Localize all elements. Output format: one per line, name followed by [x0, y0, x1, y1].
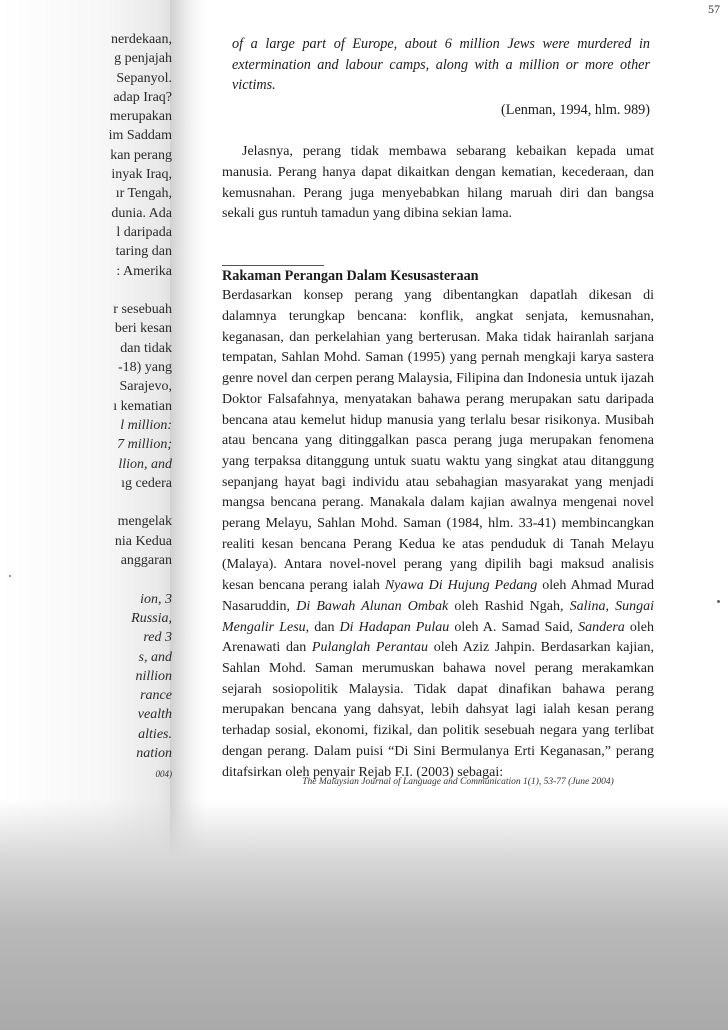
left-page-fragment: g penjajah [114, 51, 172, 67]
left-page-fragment: merupakan [109, 109, 172, 125]
left-page-fragment: nia Kedua [114, 533, 172, 549]
left-page-fragment [40, 570, 172, 589]
left-page-fragment: alties. [138, 726, 172, 742]
left-page-fragment [40, 493, 172, 512]
left-page-fragment: ır Tengah, [115, 186, 172, 202]
left-page-fragment: nation [136, 745, 172, 761]
left-page-fragment: -18) yang [117, 360, 172, 376]
left-page-fragment: s, and [138, 649, 172, 665]
left-page-fragment: vealth [137, 707, 172, 723]
novel-title: Pulanglah Perantau [311, 640, 429, 656]
left-page-fragment: inyak Iraq, [111, 167, 172, 183]
left-page-fragment: im Saddam [108, 128, 172, 144]
left-page-fragment: : Amerika [116, 263, 172, 279]
quote-text: of a large part of Europe, about 6 million Jews were murdered in extermination and labour camps, along with a million or more other victims. [232, 36, 650, 94]
left-page-fragment: Sepanyol. [116, 70, 172, 86]
left-page-fragment: nillion [135, 668, 172, 684]
left-page-fragment: r sesebuah [113, 302, 172, 318]
novel-title: Sandera [578, 619, 625, 635]
left-page-fragment: rance [140, 688, 172, 704]
novel-title: Di Hadapan Pulau [339, 619, 450, 635]
left-page-fragment: beri kesan [114, 321, 172, 337]
left-page-fragment: llion, and [118, 456, 172, 472]
section-heading: Rakaman Perangan Dalam Kesusasteraan [222, 267, 479, 284]
left-page-fragment: Russia, [131, 610, 172, 626]
left-page-fragment: adap Iraq? [113, 89, 172, 105]
scan-shadow [0, 800, 728, 1030]
left-page-fragment: taring dan [115, 244, 172, 260]
scan-speck [717, 600, 720, 603]
left-page-fragment: Sarajevo, [119, 379, 172, 395]
left-page-fragment: kan perang [110, 147, 172, 163]
left-page-fragment: l daripada [116, 224, 172, 240]
left-page-fragment: l million: [120, 417, 172, 433]
left-page-fragment: dan tidak [120, 340, 172, 356]
novel-title: Nyawa Di Hujung Pedang [384, 578, 538, 594]
paragraph-literature-review: Berdasarkan konsep perang yang dibentangkan dapatlah dikesan di dalamnya terungkap bencana: konflik, angkat senjata, kemusnahan, keganasan, dan perkelahian yang berterusan. Maka tidak hairanlah sarjana tempatan, Sahlan Mohd. Saman (1995) yang pernah mengkaji karya sastera genre novel dan cerpen perang Malaysia, Filipina dan Indonesia untuk ijazah Doktor Falsafahnya, menyatakan bahawa perang merupakan satu daripada bencana atau kemelut hidup manusia yang terlalu besar risikonya. Musibah atau bencana yang ditinggalkan pasca perang juga merupakan fenomena yang terpaksa ditanggung untuk suatu waktu yang singkat atau ditanggung sepanjang hayat bagi individu atau sebahagian masyarakat yang menjadi mangsa bencana perang. Manakala dalam kajian awalnya mengenai novel perang Melayu, Sahlan Mohd. Saman (1984, hlm. 33-41) membincangkan realiti kesan bencana Perang Kedua ke atas penduduk di Tanah Melayu (Malaya). Antara novel-novel perang yang dipilih bagi maksud analisis kesan bencana perang ialah Nyawa Di Hujung Pedang oleh Ahmad Murad Nasaruddin, Di Bawah Alunan Ombak oleh Rashid Ngah, Salina, Sungai Mengalir Lesu, dan Di Hadapan Pulau oleh A. Samad Said, Sandera oleh Arenawati dan Pulanglah Perantau oleh Aziz Jahpin. Berdasarkan kajian, Sahlan Mohd. Saman merumuskan bahawa novel perang merakamkan sejarah sosiopolitik Malaysia. Tidak dapat dinafikan bahawa perang merupakan bencana yang dahsyat, lebih dahsyat lagi ialah kesan perang terhadap sosial, ekonomi, fizikal, dan politik sesebuah negara yang terlibat dengan perang. Dalam puisi “Di Sini Bermulanya Erti Keganasan,” perang ditafsirkan oleh penyair Rejab F.I. (2003) sebagai: [222, 288, 655, 780]
left-page-fragment: dunia. Ada [111, 205, 172, 221]
page-number: 57 [708, 2, 720, 16]
left-page-fragment: ı kematian [113, 398, 172, 414]
page-body [222, 34, 654, 783]
left-page-fragment: red 3 [143, 630, 172, 646]
novel-title: Salina, Sungai Mengalir Lesu [222, 598, 655, 635]
left-page-fragment: ıg cedera [121, 475, 172, 491]
left-page-footer-fragment: 004) [155, 769, 172, 780]
paragraph-war-consequences: Jelasnya, perang tidak membawa sebarang kebaikan kepada umat manusia. Perang hanya dapat dikaitkan dengan kematian, kecederaan, dan kemusnahan. Perang juga menyebabkan hilang maruah diri dan bangsa sekali gus runtuh tamadun yang dibina sekian lama. [222, 144, 654, 222]
left-page-text-fragments [40, 30, 172, 785]
left-page-fragment: anggaran [120, 553, 172, 569]
left-page-fragment [40, 281, 172, 300]
journal-citation-footer: The Malaysian Journal of Language and Communication 1(1), 53-77 (June 2004) [302, 777, 614, 787]
left-page-fragment: 7 million; [117, 437, 172, 453]
block-quote [232, 34, 650, 120]
left-page-fragment: ion, 3 [140, 591, 172, 607]
quote-citation: (Lenman, 1994, hlm. 989) [501, 101, 650, 118]
scan-speck [9, 575, 11, 577]
left-page-fragment: nerdekaan, [110, 32, 172, 47]
left-page-fragment: mengelak [117, 514, 172, 530]
novel-title: Di Bawah Alunan Ombak [296, 598, 449, 614]
